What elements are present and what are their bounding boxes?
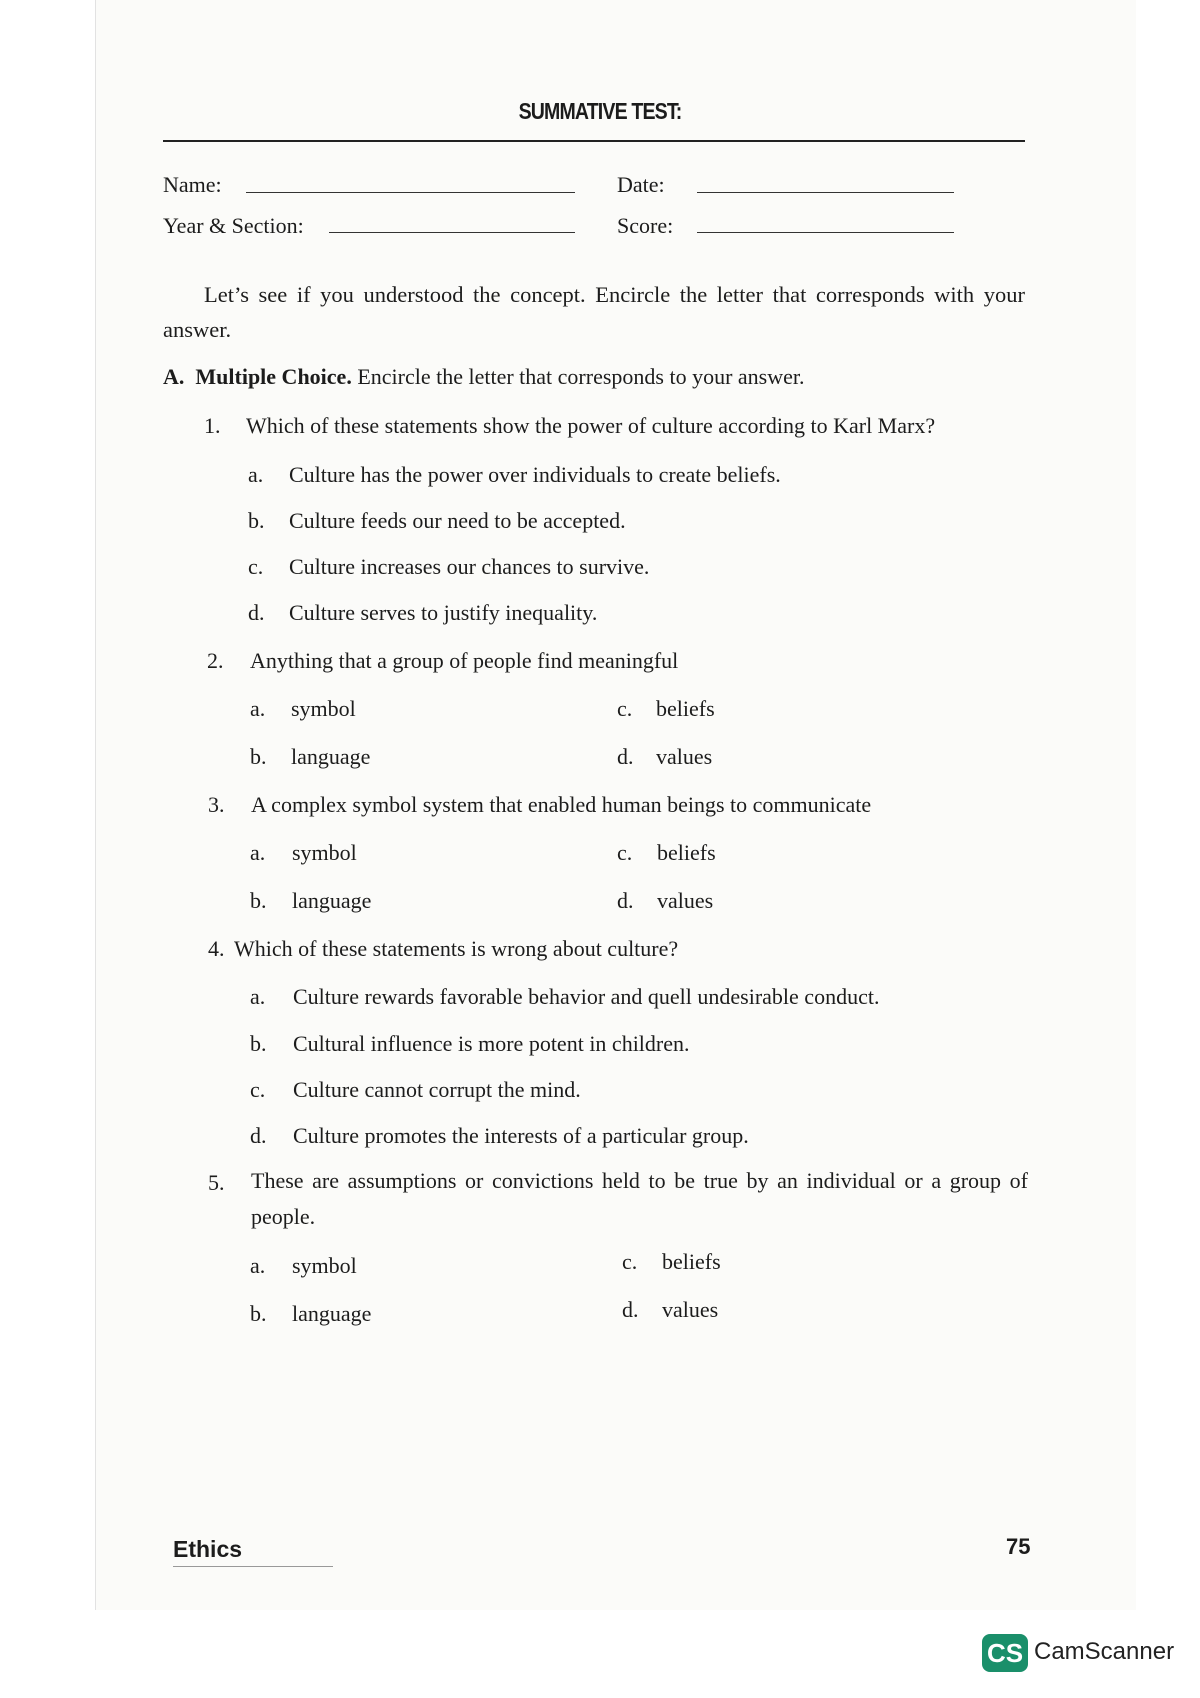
q3-option-b-text: language (292, 888, 372, 913)
q2-option-c-letter[interactable]: c. (617, 696, 633, 721)
question-4-number: 4. (208, 936, 225, 961)
camscanner-watermark: CamScanner (1034, 1638, 1175, 1665)
q1-option-b-text: Culture feeds our need to be accepted. (289, 508, 626, 533)
q4-option-b-letter[interactable]: b. (250, 1031, 267, 1056)
q4-option-c-letter[interactable]: c. (250, 1077, 266, 1102)
q3-option-d-letter[interactable]: d. (617, 888, 634, 913)
section-blank (329, 232, 575, 233)
q5-option-d-letter[interactable]: d. (622, 1297, 639, 1322)
date-label: Date: (617, 172, 665, 197)
part-a-letter: A. (163, 364, 185, 389)
q5-option-c-text: beliefs (662, 1249, 721, 1274)
question-1-number: 1. (204, 413, 221, 438)
question-4-text: Which of these statements is wrong about culture? (234, 936, 679, 961)
q2-option-c-text: beliefs (656, 696, 715, 721)
q1-option-a-letter[interactable]: a. (248, 462, 264, 487)
q3-option-c-letter[interactable]: c. (617, 840, 633, 865)
q3-option-a-letter[interactable]: a. (250, 840, 266, 865)
intro-paragraph: Let’s see if you understood the concept. Encircle the letter that corresponds with your answer. (163, 282, 1025, 342)
q1-option-c-letter[interactable]: c. (248, 554, 264, 579)
q2-option-b-text: language (291, 744, 371, 769)
q4-option-a-letter[interactable]: a. (250, 984, 266, 1009)
footer-subject: Ethics (173, 1536, 243, 1562)
part-a-heading (163, 364, 805, 390)
question-2-text: Anything that a group of people find meaningful (250, 648, 679, 673)
question-3-number: 3. (208, 792, 225, 817)
q5-option-d-text: values (662, 1297, 719, 1322)
q2-option-b-letter[interactable]: b. (250, 744, 267, 769)
part-a-title: Multiple Choice. (195, 364, 352, 389)
q5-option-b-text: language (292, 1301, 372, 1326)
q5-option-b-letter[interactable]: b. (250, 1301, 267, 1326)
page-title: SUMMATIVE TEST: (518, 98, 682, 124)
q3-option-b-letter[interactable]: b. (250, 888, 267, 913)
q4-option-a-text: Culture rewards favorable behavior and quell undesirable conduct. (293, 984, 880, 1009)
q3-option-a-text: symbol (292, 840, 357, 865)
question-5-text: These are assumptions or convictions held to be true by an individual or a group of people. (251, 1168, 1028, 1229)
question-3-text: A complex symbol system that enabled human beings to communicate (251, 792, 872, 817)
question-5-number: 5. (208, 1170, 225, 1195)
page-number: 75 (1006, 1534, 1031, 1559)
name-blank (246, 192, 575, 193)
q5-option-a-letter[interactable]: a. (250, 1253, 266, 1278)
section-label: Year & Section: (163, 213, 304, 238)
q4-option-c-text: Culture cannot corrupt the mind. (293, 1077, 581, 1102)
q3-option-c-text: beliefs (657, 840, 716, 865)
q5-option-c-letter[interactable]: c. (622, 1249, 638, 1274)
q1-option-b-letter[interactable]: b. (248, 508, 265, 533)
q5-option-a-text: symbol (292, 1253, 357, 1278)
q4-option-b-text: Cultural influence is more potent in children. (293, 1031, 690, 1056)
q1-option-d-letter[interactable]: d. (248, 600, 265, 625)
q2-option-a-text: symbol (291, 696, 356, 721)
q2-option-d-letter[interactable]: d. (617, 744, 634, 769)
part-a-instruction: Encircle the letter that corresponds to your answer. (357, 364, 805, 389)
question-1-text: Which of these statements show the power of culture according to Karl Marx? (246, 413, 936, 438)
camscanner-logo-icon: CS (982, 1634, 1028, 1672)
name-label: Name: (163, 172, 222, 197)
footer-underline (173, 1566, 333, 1567)
q1-option-d-text: Culture serves to justify inequality. (289, 600, 598, 625)
q1-option-a-text: Culture has the power over individuals to create beliefs. (289, 462, 781, 487)
score-label: Score: (617, 213, 674, 238)
score-blank (697, 232, 954, 233)
q2-option-a-letter[interactable]: a. (250, 696, 266, 721)
q2-option-d-text: values (656, 744, 713, 769)
q3-option-d-text: values (657, 888, 714, 913)
q4-option-d-text: Culture promotes the interests of a particular group. (293, 1123, 749, 1148)
q4-option-d-letter[interactable]: d. (250, 1123, 267, 1148)
date-blank (697, 192, 954, 193)
title-rule (163, 140, 1025, 142)
question-2-number: 2. (207, 648, 224, 673)
q1-option-c-text: Culture increases our chances to survive. (289, 554, 650, 579)
